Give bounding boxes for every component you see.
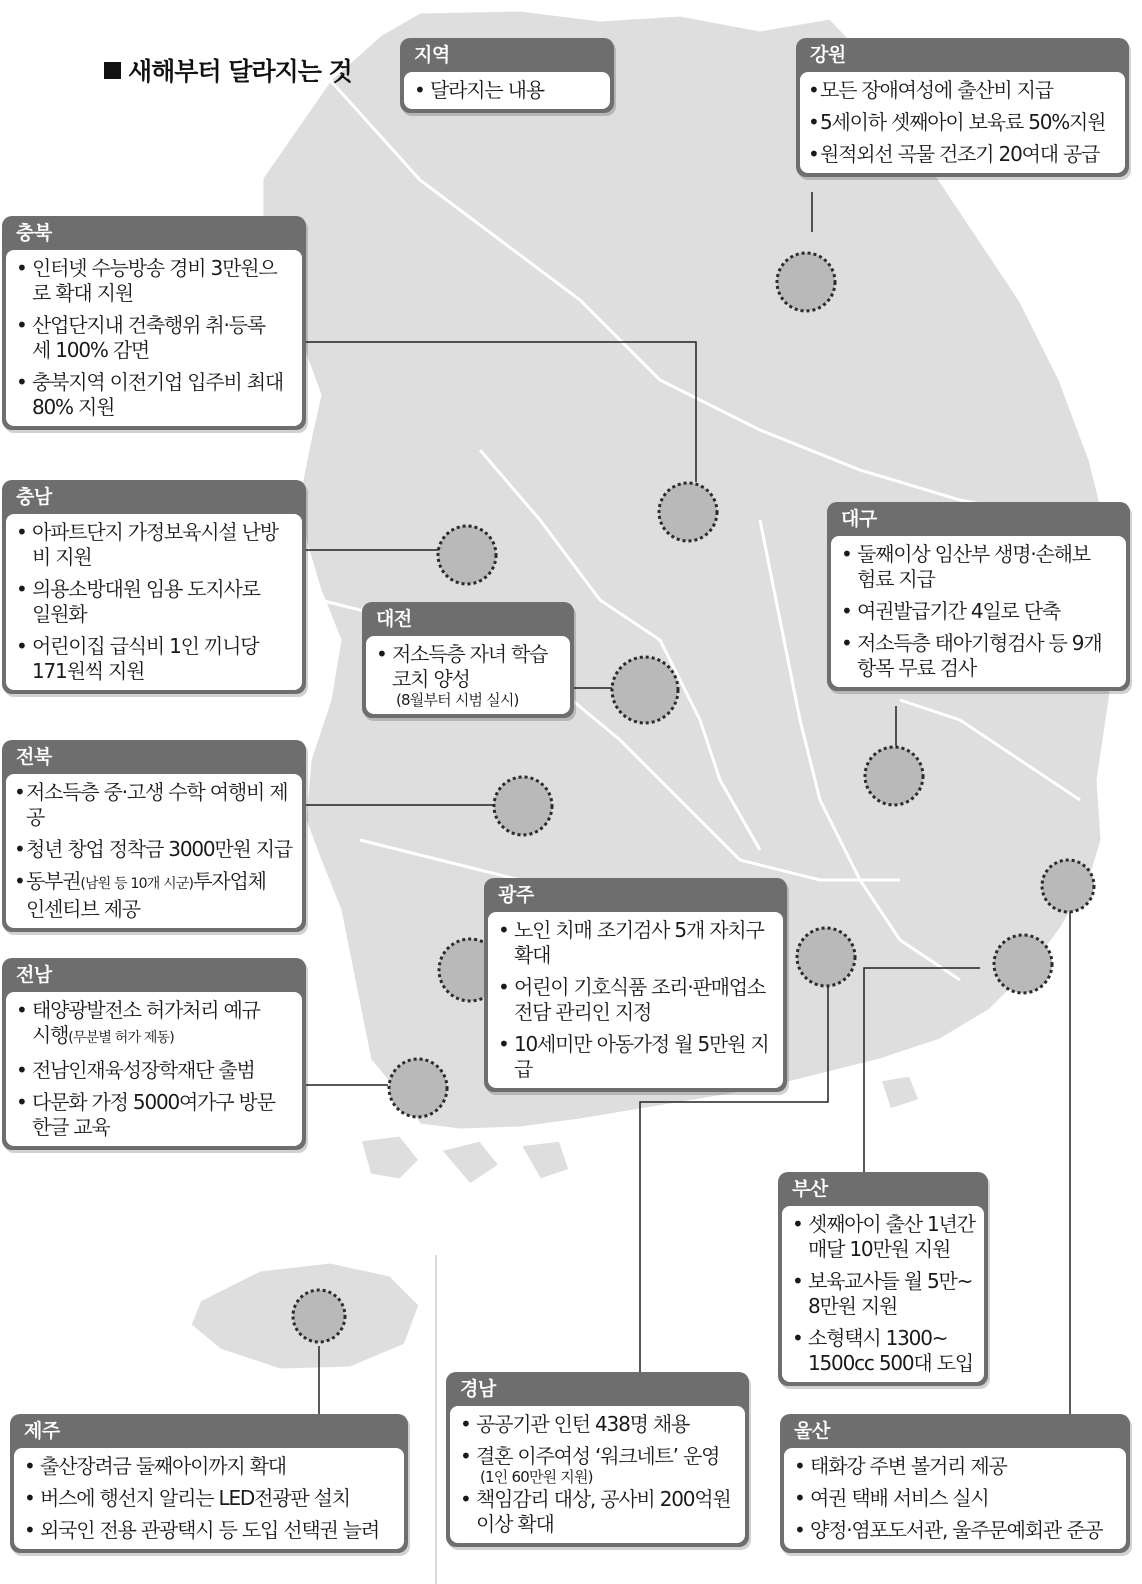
- region-name: 전남: [16, 964, 52, 986]
- legend-item: • 달라지는 내용: [412, 78, 602, 103]
- list-item: • 여권 택배 서비스 실시: [792, 1486, 1118, 1511]
- marker-daegu: [865, 747, 923, 805]
- list-item: • 출산장려금 둘째아이까지 확대: [22, 1454, 396, 1479]
- region-name: 강원: [810, 44, 846, 66]
- region-box-jeju: [10, 1414, 408, 1553]
- list-item: • 외국인 전용 관광택시 등 도입 선택권 늘려: [22, 1518, 396, 1543]
- list-item: • 5세이하 셋째아이 보육료 50%지원: [808, 110, 1117, 135]
- region-name: 대구: [841, 508, 877, 530]
- marker-chungnam: [438, 526, 496, 584]
- list-item: • 책임감리 대상, 공사비 200억원 이상 확대: [458, 1487, 737, 1537]
- list-item: • 태화강 주변 볼거리 제공: [792, 1454, 1118, 1479]
- region-box-chungnam: [2, 480, 306, 694]
- region-box-jeonbuk: [2, 740, 306, 932]
- legend-box: [400, 38, 614, 113]
- marker-ulsan: [1042, 860, 1094, 912]
- list-item: • 저소득층 자녀 학습 코치 양성: [374, 642, 562, 692]
- region-box-daegu: [827, 502, 1130, 691]
- region-box-gyeongnam: [446, 1372, 749, 1547]
- list-item: • 충북지역 이전기업 입주비 최대 80% 지원: [14, 370, 294, 420]
- list-item: • 저소득층 태아기형검사 등 9개 항목 무료 검사: [839, 631, 1118, 681]
- list-item: • 여권발급기간 4일로 단축: [839, 599, 1118, 624]
- list-item: • 결혼 이주여성 ‘워크네트’ 운영: [458, 1444, 737, 1469]
- marker-gwangju: [797, 928, 855, 986]
- list-item: • 의용소방대원 임용 도지사로 일원화: [14, 577, 294, 627]
- region-name: 충남: [16, 486, 52, 508]
- marker-gangwon: [777, 253, 835, 311]
- marker-jeonbuk: [494, 777, 552, 835]
- list-item: • 저소득층 중·고생 수학 여행비 제공: [14, 780, 294, 830]
- list-item: • 동부권(남원 등 10개 시군)투자업체 인센티브 제공: [14, 869, 294, 922]
- list-item: • 어린이집 급식비 1인 끼니당 171원씩 지원: [14, 634, 294, 684]
- list-item: • 태양광발전소 허가처리 예규 시행(무분별 허가 제동): [14, 998, 294, 1051]
- marker-chungbuk: [659, 483, 717, 541]
- list-item: • 버스에 행선지 알리는 LED전광판 설치: [22, 1486, 396, 1511]
- region-box-daejeon: [362, 602, 574, 718]
- marker-daejeon: [612, 657, 678, 723]
- note: (8월부터 시범 실시): [396, 691, 519, 709]
- list-item: • 10세미만 아동가정 월 5만원 지급: [496, 1032, 775, 1082]
- list-item: • 양정·염포도서관, 울주문예회관 준공: [792, 1518, 1118, 1543]
- list-item: • 산업단지내 건축행위 취·등록 세 100% 감면: [14, 313, 294, 363]
- region-box-gwangju: [484, 878, 787, 1092]
- region-box-chungbuk: [2, 216, 306, 430]
- region-box-jeonnam: [2, 958, 306, 1150]
- region-name: 충북: [16, 222, 52, 244]
- list-item: • 청년 창업 정착금 3000만원 지급: [14, 837, 294, 862]
- list-item: • 소형택시 1300~ 1500cc 500대 도입: [790, 1326, 976, 1376]
- list-item: • 전남인재육성장학재단 출범: [14, 1058, 294, 1083]
- region-name: 대전: [376, 608, 412, 630]
- list-item: • 다문화 가정 5000여가구 방문 한글 교육: [14, 1090, 294, 1140]
- region-name: 제주: [24, 1420, 60, 1442]
- list-item: • 보육교사들 월 5만~ 8만원 지원: [790, 1269, 976, 1319]
- list-item: • 원적외선 곡물 건조기 20여대 공급: [808, 142, 1117, 167]
- region-box-ulsan: [780, 1414, 1130, 1553]
- marker-jeonnam: [389, 1059, 447, 1117]
- title-square-icon: [104, 62, 121, 79]
- marker-busan: [994, 935, 1052, 993]
- region-box-busan: [778, 1172, 988, 1386]
- list-item: • 모든 장애여성에 출산비 지급: [808, 78, 1117, 103]
- list-item: • 셋째아이 출산 1년간 매달 10만원 지원: [790, 1212, 976, 1262]
- list-item: • 노인 치매 조기검사 5개 자치구 확대: [496, 918, 775, 968]
- list-item: • 둘째이상 임산부 생명·손해보 험료 지급: [839, 542, 1118, 592]
- region-box-gangwon: [796, 38, 1129, 177]
- list-item: • 공공기관 인턴 438명 채용: [458, 1412, 737, 1437]
- list-item: • 아파트단지 가정보육시설 난방 비 지원: [14, 520, 294, 570]
- note: (1인 60만원 지원): [480, 1468, 593, 1486]
- marker-jeju: [293, 1290, 345, 1342]
- region-name: 울산: [794, 1420, 830, 1442]
- list-item: • 어린이 기호식품 조리·판매업소 전담 관리인 지정: [496, 975, 775, 1025]
- region-name: 광주: [498, 884, 534, 906]
- region-name: 부산: [792, 1178, 828, 1200]
- list-item: • 인터넷 수능방송 경비 3만원으 로 확대 지원: [14, 256, 294, 306]
- infographic-title: 새해부터 달라지는 것: [104, 52, 352, 88]
- region-name: 전북: [16, 746, 52, 768]
- region-name: 경남: [460, 1378, 496, 1400]
- legend-header: 지역: [414, 44, 450, 66]
